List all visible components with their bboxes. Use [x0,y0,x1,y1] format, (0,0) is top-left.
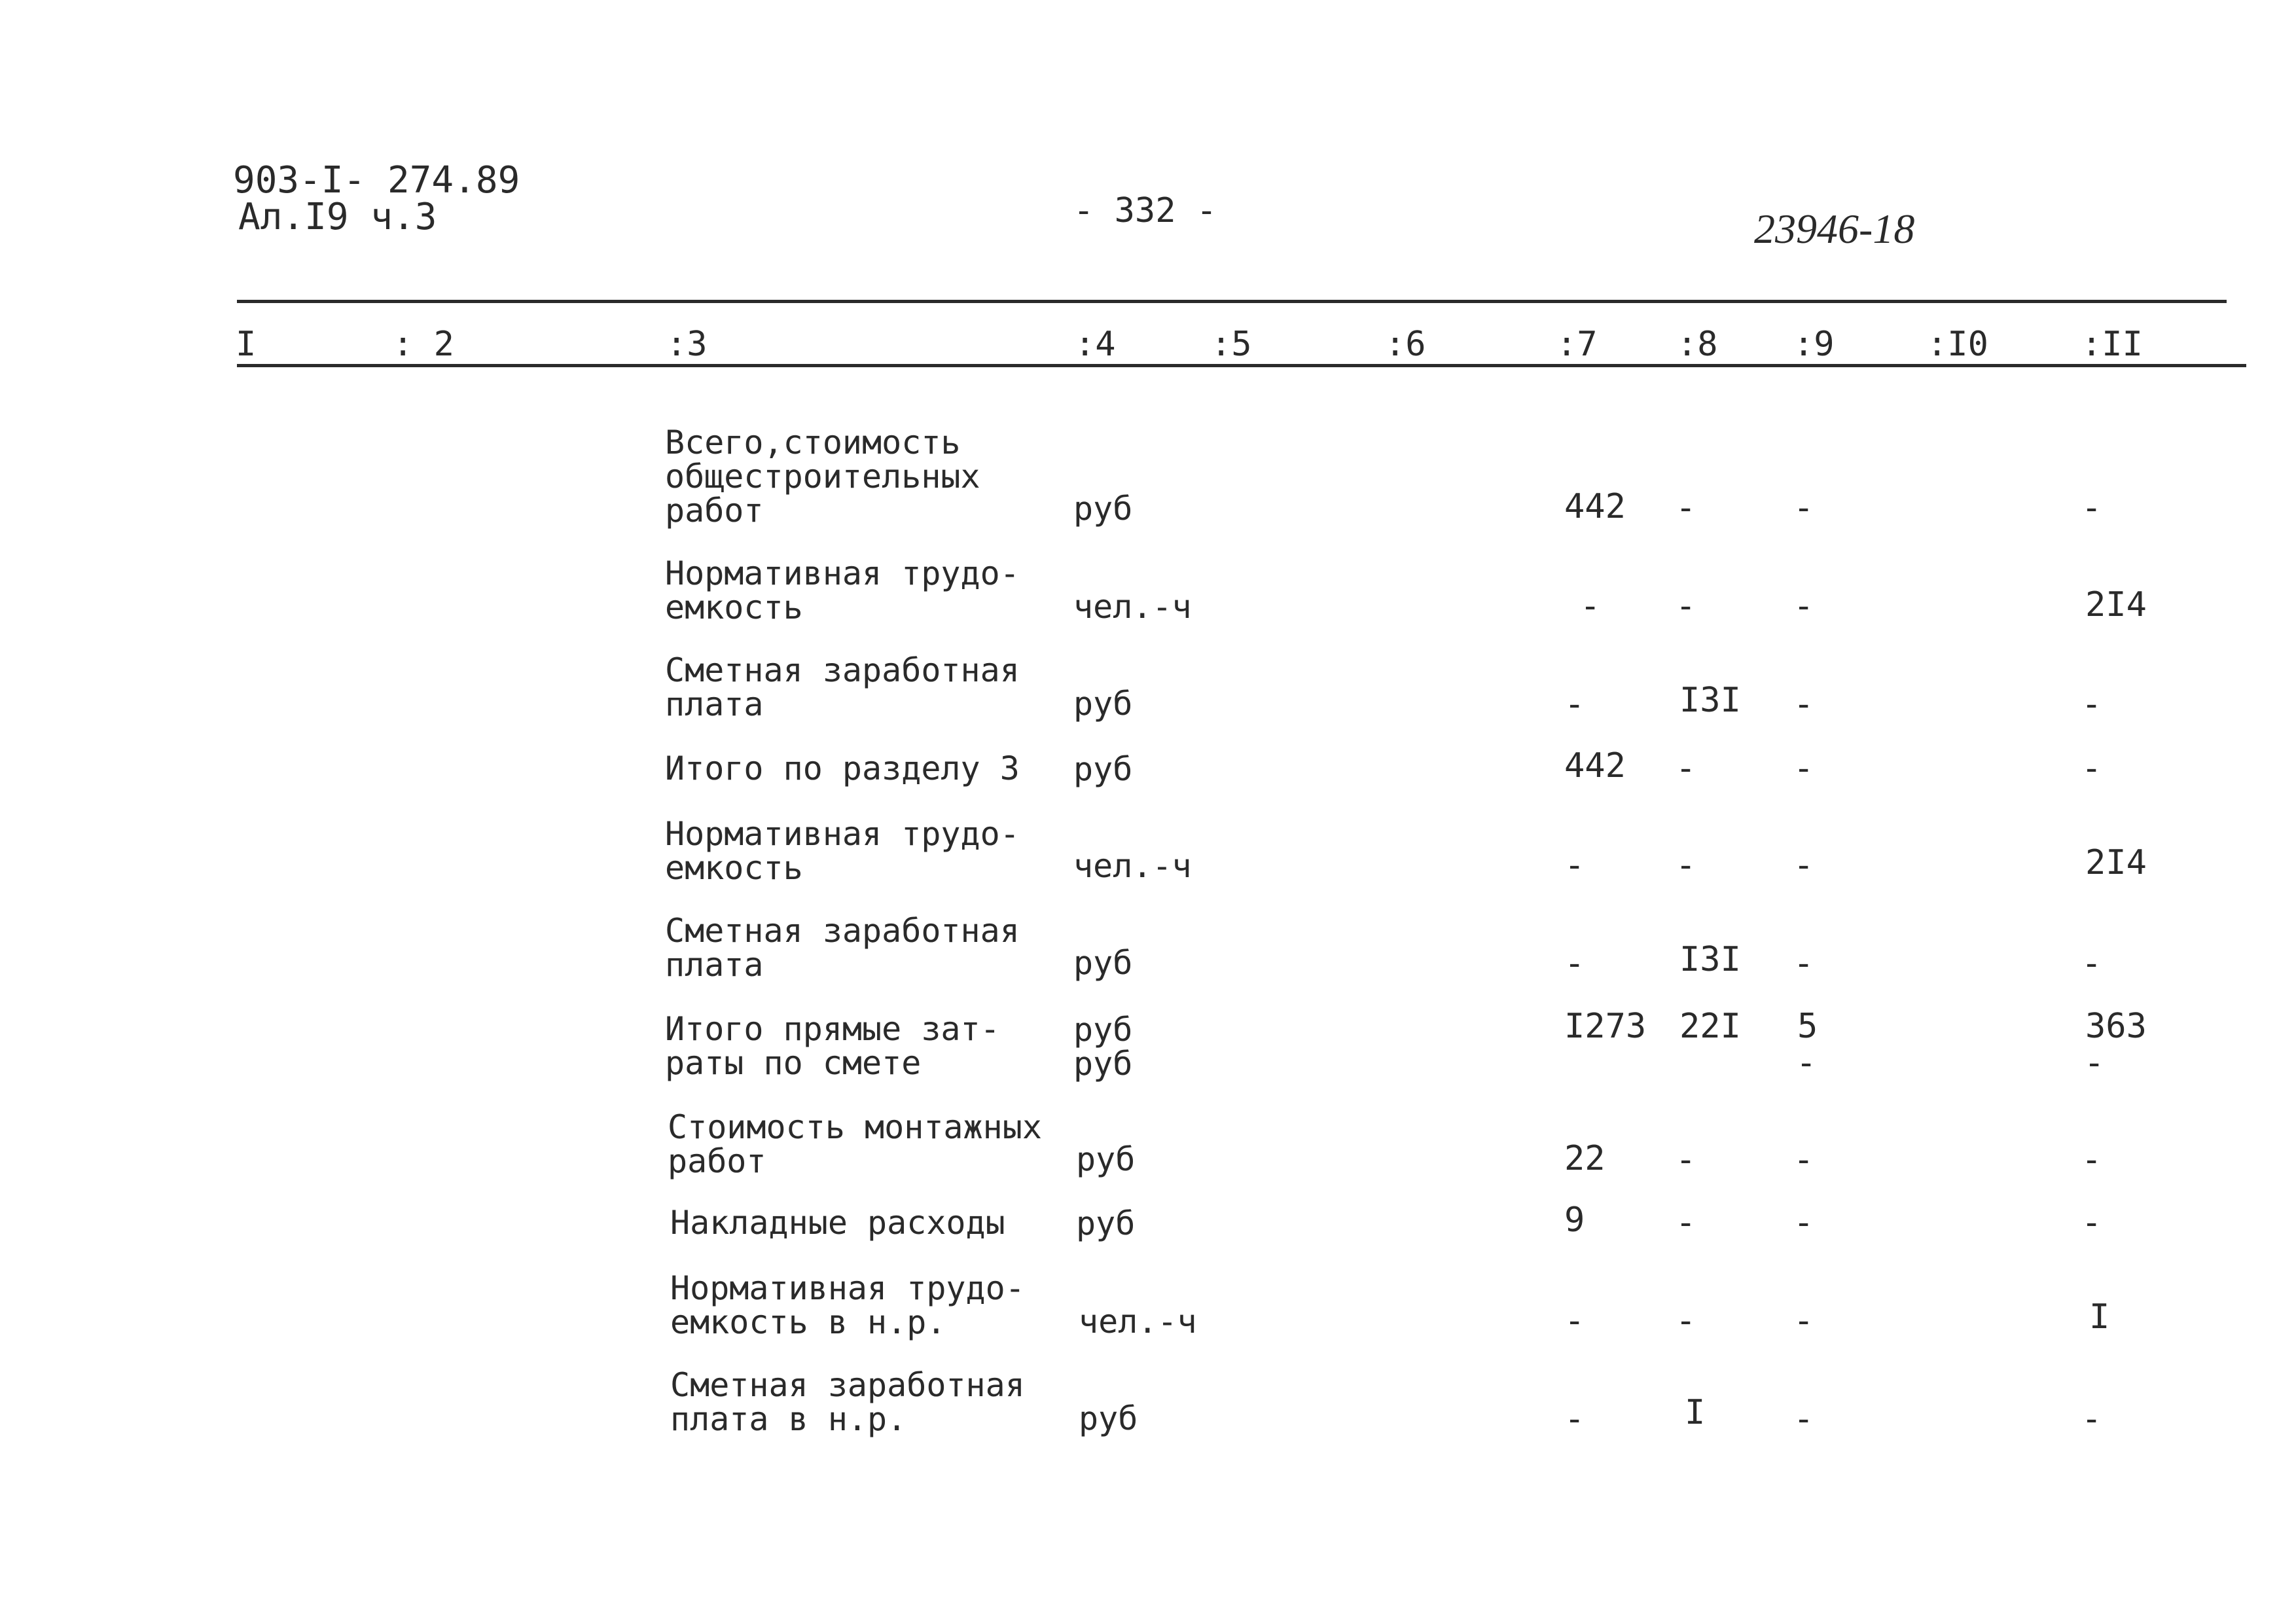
cell-col9: - [1793,944,1814,983]
col-header-2: : 2 [393,325,454,364]
cell-col11: - [2081,685,2102,724]
cell-col9: - [1793,488,1814,528]
col-header-7: :7 [1556,325,1598,364]
cell-col7: - [1564,846,1585,885]
album-part: Ал.I9 ч.3 [238,196,437,238]
col-header-5: :5 [1211,325,1252,364]
cell-col11: 363 [2085,1007,2147,1046]
cell-col8: I [1685,1393,1706,1432]
row-label: Сметная заработная плата [665,912,1020,984]
cell-col9: - [1793,1140,1814,1180]
row-label: Итого прямые зат- раты по смете [665,1010,1000,1082]
cell-col7: - [1564,685,1585,724]
row-unit: руб [1079,1399,1138,1437]
cell-col8: I3I [1679,681,1741,720]
row-unit: руб [1073,1011,1133,1049]
cell-col11: I [2089,1297,2110,1337]
row-unit: руб [1073,685,1133,723]
cell-col9: - [1793,586,1814,626]
cell-col8: - [1676,488,1696,528]
row-unit: чел.-ч [1079,1303,1197,1341]
cell-col9: - [1793,1203,1814,1242]
cell-col7: - [1564,1301,1585,1341]
cell-col7: 9 [1564,1200,1585,1240]
cell-col11-second: - [2084,1043,2105,1083]
row-unit: руб [1073,944,1133,982]
cell-col8: 22I [1679,1007,1741,1046]
col-header-8: :8 [1677,325,1718,364]
cell-col7: I273 [1564,1007,1647,1046]
cell-col8: I3I [1679,940,1741,979]
row-label: Нормативная трудо- емкость в н.р. [670,1269,1025,1341]
cell-col7: - [1564,1399,1585,1439]
cell-col9: - [1793,1399,1814,1439]
cell-col8: - [1676,586,1696,626]
row-unit: чел.-ч [1073,588,1192,626]
cell-col11: 2I4 [2085,843,2147,882]
col-header-9: :9 [1793,325,1835,364]
col-header-3: :3 [666,325,708,364]
row-unit: руб [1076,1204,1136,1242]
cell-col11: - [2081,488,2102,528]
cell-col9: 5 [1797,1007,1818,1046]
row-label: Всего,стоимость общестроительных работ [665,424,980,530]
cell-col8: - [1676,749,1696,788]
row-unit: руб [1073,750,1133,788]
document-code: 903-I- 274.89 [233,159,520,202]
cell-col9: - [1793,846,1814,885]
cell-col11: - [2081,1399,2102,1439]
cell-col11: - [2081,749,2102,788]
cell-col8: - [1676,846,1696,885]
cell-col11: - [2081,944,2102,983]
cell-col9-second: - [1796,1043,1817,1083]
col-header-1: I [236,325,257,364]
row-label: Сметная заработная плата [665,651,1020,723]
col-header-11: :II [2081,325,2143,364]
inventory-stamp: 23946-18 [1754,206,1915,252]
row-label: Сметная заработная плата в н.р. [670,1366,1025,1438]
cell-col9: - [1793,1301,1814,1341]
row-unit: руб [1073,490,1133,528]
cell-col9: - [1793,685,1814,724]
cell-col11: - [2081,1203,2102,1242]
header-bottom-rule [237,364,2246,367]
page-number: - 332 - [1073,191,1217,230]
col-header-10: :I0 [1927,325,1988,364]
row-label: Стоимость монтажных работ [668,1108,1042,1180]
cell-col8: - [1676,1203,1696,1242]
row-unit: руб [1076,1140,1136,1178]
cell-col7: 22 [1564,1139,1605,1178]
col-header-4: :4 [1075,325,1116,364]
row-label: Итого по разделу 3 [665,749,1020,787]
cell-col11: 2I4 [2085,585,2147,624]
row-unit-second: руб [1073,1045,1133,1083]
cell-col11: - [2081,1140,2102,1180]
cell-col9: - [1793,749,1814,788]
row-unit: чел.-ч [1073,847,1192,885]
cell-col7: 442 [1564,746,1626,785]
cell-col7: - [1580,586,1601,626]
row-label: Нормативная трудо- емкость [665,815,1020,887]
cell-col7: 442 [1564,487,1626,526]
row-label: Нормативная трудо- емкость [665,554,1020,626]
table-top-rule [237,300,2227,303]
row-label: Накладные расходы [670,1204,1005,1242]
cell-col8: - [1676,1140,1696,1180]
col-header-6: :6 [1385,325,1426,364]
cell-col8: - [1676,1301,1696,1341]
cell-col7: - [1564,944,1585,983]
